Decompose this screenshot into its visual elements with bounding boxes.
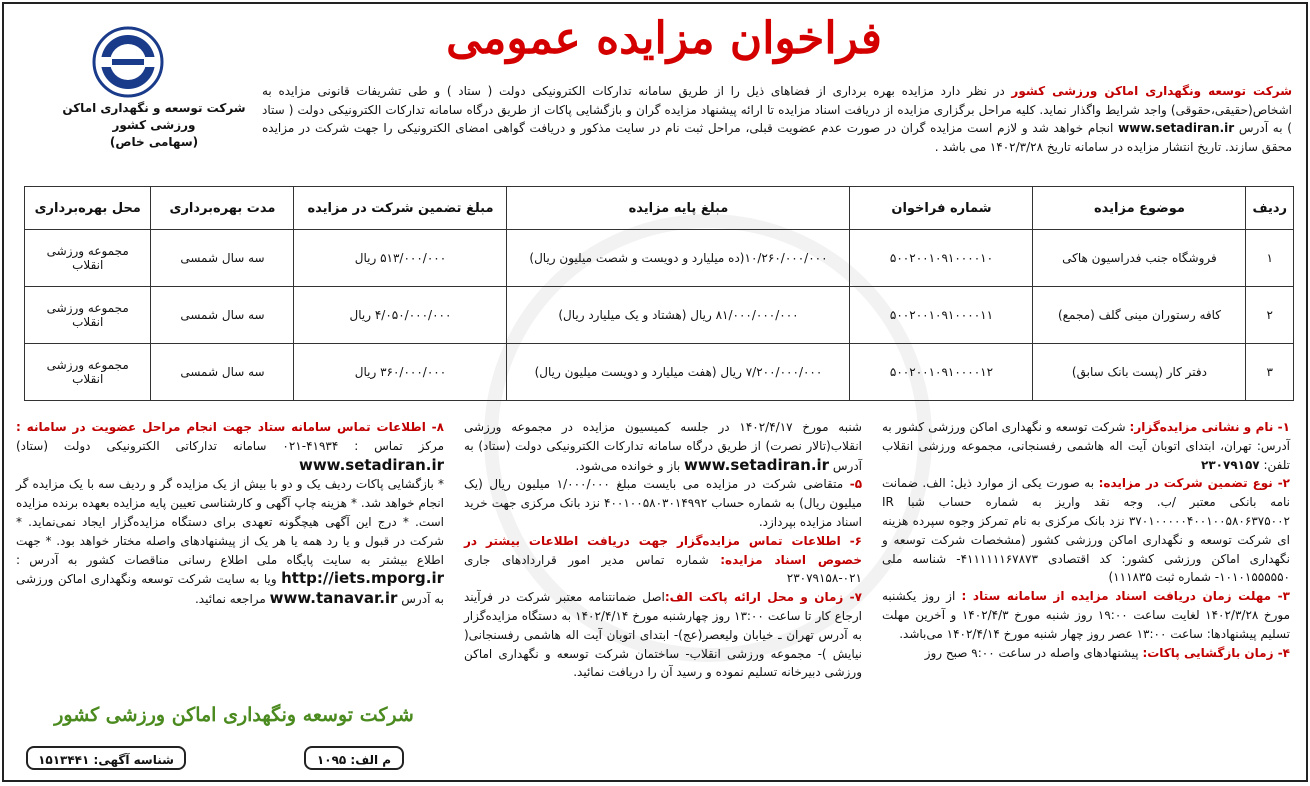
cell-duration: سه سال شمسی <box>151 344 294 401</box>
ad-id-badge: شناسه آگهی: ۱۵۱۳۴۴۱ <box>26 746 186 770</box>
setad-website-link[interactable]: www.setadiran.ir <box>684 455 830 474</box>
cell-subject: دفتر کار (پست بانک سابق) <box>1033 344 1246 401</box>
company-name: شرکت توسعه و نگهداری اماکن ورزشی کشور <box>62 101 246 132</box>
table-row <box>25 344 1294 401</box>
cell-row-number: ۱ <box>1246 230 1294 287</box>
cell-guarantee: ۵۱۳/۰۰۰/۰۰۰ ریال <box>294 230 507 287</box>
section-7-text: اصل ضمانتنامه معتبر شرکت در فرآیند ارجاع کار تا ساعت ۱۳:۰۰ روز چهارشنبه مورخ ۱۴۰۲/۴/۱۴ به دستگاه مزایده‌گزار به آدرس تهران ـ خیابان ولیعصر(عج)- ابتدای اتوبان آیت اله هاشمی رفسنجانی( نیایش )- مجموعه ورزشی انقلاب- ساختمان شرکت توسعه و نگهداری اماکن ورزشی دبیرخانه تسلیم نموده و رسید آن را دریافت نمائید. <box>464 590 862 680</box>
header-subject: موضوع مزایده <box>1033 187 1246 230</box>
cell-base-price: ۱۰/۲۶۰/۰۰۰/۰۰۰(ده میلیارد و دویست و شصت میلیون ریال) <box>507 230 850 287</box>
intro-website-link[interactable]: www.setadiran.ir <box>1118 121 1235 135</box>
header-duration: مدت بهره‌برداری <box>151 187 294 230</box>
cell-subject: کافه رستوران مینی گلف (مجمع) <box>1033 287 1246 344</box>
header-guarantee: مبلغ تضمین شرکت در مزایده <box>294 187 507 230</box>
section-4-continued: شنبه مورخ ۱۴۰۲/۴/۱۷ در جلسه کمیسیون مزایده در مجموعه ورزشی انقلاب(تالار نصرت) از طریق درگاه سامانه تدارکات الکترونیکی دولت (ستاد) به آدرس <box>464 420 862 473</box>
setad-website-link-2[interactable]: www.setadiran.ir <box>298 455 444 474</box>
cell-call-number: ۵۰۰۲۰۰۱۰۹۱۰۰۰۰۱۰ <box>850 230 1033 287</box>
company-block <box>44 100 264 151</box>
section-6-text: شماره تماس مدیر امور قراردادهای جاری ۰۲۱-۲۳۰۷۹۱۵۸ <box>464 552 862 586</box>
section-2-text: به صورت یکی از موارد ذیل: الف. ضمانت نامه بانکی معتبر /ب. وجه نقد واریز به شماره حساب شبا IR ۳۷۰۱۰۰۰۰۰۴۰۰۱۰۰۵۸۰۶۳۷۵۰۰۲ نزد بانک مرکزی به نام تمرکز وجوه سپرده هزینه ای شرکت توسعه و نگهداری اماکن ورزشی کشور (مشخصات شرکت توسعه و نگهداری اماکن ورزشی کشور: کد اقتصادی ۴۱۱۱۱۱۱۶۷۸۷۳- شناسه ملی ۱۰۱۰۱۵۵۵۵۵۰- شماره ثبت ۱۱۱۸۳۵) <box>882 476 1291 585</box>
cell-base-price: ۸۱/۰۰۰/۰۰۰/۰۰۰ ریال (هشتاد و یک میلیارد ریال) <box>507 287 850 344</box>
section-4-end: باز و خوانده می‌شود. <box>575 458 685 473</box>
cell-subject: فروشگاه جنب فدراسیون هاکی <box>1033 230 1246 287</box>
section-3-text: از روز یکشنبه مورخ ۱۴۰۲/۳/۲۸ لغایت ساعت ۱۹:۰۰ روز شنبه مورخ ۱۴۰۲/۴/۳ و آخرین مهلت تسلیم پیشنهادها: ساعت ۱۳:۰۰ عصر روز چهار شنبه مورخ ۱۴۰۲/۴/۱۴ می‌باشد. <box>882 589 1290 641</box>
page-title: فراخوان مزایده عمومی <box>446 13 882 64</box>
iets-website-link[interactable]: http://iets.mporg.ir <box>281 569 444 588</box>
details-column-2 <box>464 418 862 682</box>
details-column-1 <box>882 418 1290 662</box>
cell-call-number: ۵۰۰۲۰۰۱۰۹۱۰۰۰۰۱۱ <box>850 287 1033 344</box>
header-call-number: شماره فراخوان <box>850 187 1033 230</box>
notes-text-1: * بازگشایی پاکات ردیف یک و دو با بیش از یک مزایده گر و ردیف سه با یک مزایده گر انجام خواهد شد. * هزینه چاپ آگهی و کارشناسی تعیین پایه مزایده بعهده برنده مزایده است. * درج این آگهی هیچگونه تعهدی برای دستگاه مزایده‌گزار ایجاد نمی‌نماید. * شرکت در قبول و یا رد همه یا هر یک از پیشنهادهای واصله مختار خواهد بود. * جهت اطلاع بیشتر به سایت پایگاه ملی اطلاع رسانی مناقصات کشور به آدرس : <box>16 477 444 567</box>
section-8-heading: ۸- اطلاعات تماس سامانه ستاد جهت انجام مراحل عضویت در سامانه : <box>16 420 444 434</box>
notes-text-3: مراجعه نمائید. <box>194 592 270 607</box>
auction-table <box>24 186 1294 401</box>
cell-duration: سه سال شمسی <box>151 287 294 344</box>
details-column-3 <box>16 418 444 609</box>
section-4-heading: ۴- زمان بازگشایی پاکات: <box>1142 645 1290 660</box>
section-7-heading: ۷- زمان و محل ارائه پاکت الف: <box>664 590 862 605</box>
announcement-page <box>2 2 1308 782</box>
footer-company-name: شرکت توسعه ونگهداری اماکن ورزشی کشور <box>54 704 414 726</box>
section-5-heading: ۵- <box>849 477 863 492</box>
company-logo <box>92 26 164 98</box>
cell-location: مجموعه ورزشی انقلاب <box>25 230 151 287</box>
cell-base-price: ۷/۲۰۰/۰۰۰/۰۰۰ ریال (هفت میلیارد و دویست میلیون ریال) <box>507 344 850 401</box>
cell-location: مجموعه ورزشی انقلاب <box>25 287 151 344</box>
ad-code-badge: م الف: ۱۰۹۵ <box>304 746 404 770</box>
cell-location: مجموعه ورزشی انقلاب <box>25 344 151 401</box>
section-5-text: متقاضی شرکت در مزایده می بایست مبلغ ۱/۰۰۰/۰۰۰ میلیون ریال (یک میلیون ریال) به شماره حساب ۴۰۰۱۰۰۵۸۰۳۰۱۴۹۹۲ نزد بانک مرکزی جهت خرید اسناد مزایده بپردازد. <box>464 477 863 529</box>
section-1-heading: ۱- نام و نشانی مزایده‌گزار: <box>1129 420 1290 434</box>
cell-row-number: ۲ <box>1246 287 1294 344</box>
cell-row-number: ۳ <box>1246 344 1294 401</box>
section-6-heading: ۶- اطلاعات تماس مزایده‌گزار جهت دریافت اطلاعات بیشتر در خصوص اسناد مزایده: <box>464 533 862 567</box>
table-row <box>25 287 1294 344</box>
cell-duration: سه سال شمسی <box>151 230 294 287</box>
cell-guarantee: ۳۶۰/۰۰۰/۰۰۰ ریال <box>294 344 507 401</box>
cell-guarantee: ۴/۰۵۰/۰۰۰/۰۰۰ ریال <box>294 287 507 344</box>
table-header-row <box>25 187 1294 230</box>
intro-text-2: انجام خواهد شد و لازم است مزایده گران در صورت عدم عضویت قبلی، مراحل ثبت نام در سایت مذکور و دریافت گواهی امضای الکترونیکی را جهت شرکت در مزایده محقق سازند. تاریخ انتشار مزایده در سامانه تاریخ ۱۴۰۲/۳/۲۸ می باشد . <box>262 121 1292 154</box>
notes-text-2: ویا به سایت شرکت توسعه ونگهداری اماکن ورزشی به آدرس <box>16 572 444 607</box>
cell-call-number: ۵۰۰۲۰۰۱۰۹۱۰۰۰۰۱۲ <box>850 344 1033 401</box>
section-1-text: شرکت توسعه و نگهداری اماکن ورزشی کشور به آدرس: تهران، ابتدای اتوبان آیت اله هاشمی رفسنجانی، مجموعه ورزشی انقلاب تلفن: <box>882 420 1290 472</box>
header-base-price: مبلغ پایه مزایده <box>507 187 850 230</box>
table-row <box>25 230 1294 287</box>
header-location: محل بهره‌برداری <box>25 187 151 230</box>
section-8-text: مرکز تماس : ۴۱۹۳۴-۰۲۱ سامانه تدارکاتی الکترونیکی دولت (ستاد) <box>16 438 445 453</box>
section-2-heading: ۲- نوع تضمین شرکت در مزایده: <box>1098 476 1290 491</box>
intro-lead: شرکت توسعه ونگهداری اماکن ورزشی کشور <box>1011 84 1293 98</box>
intro-paragraph <box>262 82 1292 156</box>
intro-text-1: در نظر دارد مزایده بهره برداری از فضاهای ذیل را از طریق سامانه تدارکات الکترونیکی دولت ( ستاد ) و طی تشریفات قانونی مزایده به اشخاص(حقیقی،حقوقی) واجد شرایط واگذار نماید. کلیه مراحل برگزاری مزایده از دریافت اسناد مزایده تا ارائه پیشنهاد مزایده گران و بازگشایی پاکات از طریق درگاه سامانه تدارکات الکترونیکی دولت ( ستاد ) به آدرس <box>262 84 1292 135</box>
section-1-phone: ۲۳۰۷۹۱۵۷ <box>1201 457 1260 472</box>
header-row-number: ردیف <box>1246 187 1294 230</box>
section-3-heading: ۳- مهلت زمان دریافت اسناد مزایده از سامانه ستاد : <box>961 589 1290 604</box>
tanavar-website-link[interactable]: www.tanavar.ir <box>269 589 398 608</box>
section-4-text: پیشنهادهای واصله در ساعت ۹:۰۰ صبح روز <box>924 645 1143 660</box>
company-type: (سهامی خاص) <box>109 135 199 149</box>
